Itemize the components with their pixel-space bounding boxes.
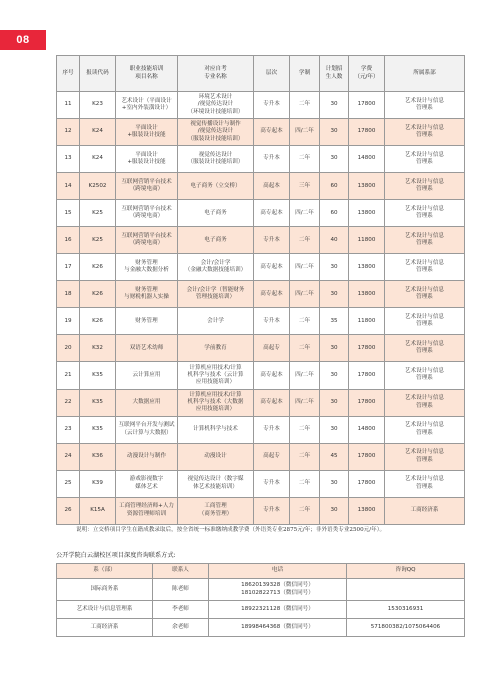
- table-row: [57, 227, 465, 254]
- contact-column-header: 联系人: [153, 564, 209, 579]
- department: 艺术设计与信息 管理系: [385, 227, 465, 254]
- duration: 二年: [290, 416, 320, 443]
- training-name: 动漫设计与制作: [116, 443, 178, 470]
- tuition-fee: 17800: [349, 362, 385, 389]
- program-code: K26: [80, 254, 116, 281]
- department: 艺术设计与信息 管理系: [385, 443, 465, 470]
- program-code: K39: [80, 470, 116, 497]
- enrollment-quota: 40: [320, 227, 349, 254]
- major-name: 会计/会计学（智能财务 管理技能培训）: [178, 281, 254, 308]
- row-number: 14: [57, 173, 80, 200]
- table-row: [57, 173, 465, 200]
- contact-person: 余老师: [153, 619, 209, 637]
- department: 艺术设计与信息 管理系: [385, 281, 465, 308]
- column-header: 所属系部: [385, 56, 465, 92]
- program-code: K35: [80, 416, 116, 443]
- training-name: 互联网平台开发与测试 （云计算与大数据）: [116, 416, 178, 443]
- contact-section-title: 公开学院白云湖校区项目深度咨询联系方式:: [56, 552, 176, 559]
- program-code: K32: [80, 335, 116, 362]
- duration: 二年: [290, 92, 320, 119]
- enrollment-quota: 30: [320, 497, 349, 524]
- department: 工商经济系: [385, 497, 465, 524]
- program-code: K36: [80, 443, 116, 470]
- major-name: 电子商务: [178, 200, 254, 227]
- enrollment-quota: 30: [320, 470, 349, 497]
- level: 高起专: [254, 335, 290, 362]
- table-row: [57, 335, 465, 362]
- contact-header-row: [57, 564, 465, 579]
- row-number: 20: [57, 335, 80, 362]
- table-row: [57, 416, 465, 443]
- enrollment-quota: 30: [320, 146, 349, 173]
- table-row: [57, 92, 465, 119]
- contact-column-header: 系（部）: [57, 564, 153, 579]
- major-name: 工商管理 （商务管理）: [178, 497, 254, 524]
- training-name: 互联网营销平台技术 （跨境电商）: [116, 227, 178, 254]
- column-header: 对应自考 专业名称: [178, 56, 254, 92]
- enrollment-quota: 30: [320, 416, 349, 443]
- row-number: 25: [57, 470, 80, 497]
- level: 专升本: [254, 470, 290, 497]
- column-header: 报读代码: [80, 56, 116, 92]
- contact-row: [57, 619, 465, 637]
- program-table: [56, 55, 465, 525]
- level: 高起专: [254, 443, 290, 470]
- major-name: 视觉传达设计（数字媒 体艺术技能培训）: [178, 470, 254, 497]
- tuition-fee: 13800: [349, 200, 385, 227]
- tuition-fee: 14800: [349, 416, 385, 443]
- program-code: K15A: [80, 497, 116, 524]
- table-row: [57, 308, 465, 335]
- duration: 四/二年: [290, 254, 320, 281]
- duration: 四/二年: [290, 362, 320, 389]
- contact-phone: 18620139328（微信同号） 18102822713（微信同号）: [209, 579, 347, 601]
- program-code: K25: [80, 227, 116, 254]
- page-number-badge: 08: [0, 30, 46, 50]
- tuition-fee: 11800: [349, 227, 385, 254]
- tuition-fee: 17800: [349, 119, 385, 146]
- department: 艺术设计与信息 管理系: [385, 335, 465, 362]
- department: 艺术设计与信息 管理系: [385, 389, 465, 416]
- column-header: 学制: [290, 56, 320, 92]
- row-number: 11: [57, 92, 80, 119]
- contact-department: 国际商务系: [57, 579, 153, 601]
- level: 专升本: [254, 146, 290, 173]
- duration: 二年: [290, 497, 320, 524]
- level: 专升本: [254, 227, 290, 254]
- tuition-fee: 17800: [349, 335, 385, 362]
- department: 艺术设计与信息 管理系: [385, 200, 465, 227]
- row-number: 12: [57, 119, 80, 146]
- enrollment-quota: 35: [320, 308, 349, 335]
- level: 专升本: [254, 416, 290, 443]
- major-name: 电子商务（立交桥）: [178, 173, 254, 200]
- department: 艺术设计与信息 管理系: [385, 362, 465, 389]
- training-name: 财务管理 与金融大数据分析: [116, 254, 178, 281]
- contact-phone: 18998464368（微信同号）: [209, 619, 347, 637]
- level: 高专起本: [254, 200, 290, 227]
- level: 高专起本: [254, 119, 290, 146]
- major-name: 视觉传播设计与制作 /视觉传达设计 （服装设计技能培训）: [178, 119, 254, 146]
- column-header: 职业技能培训 项目名称: [116, 56, 178, 92]
- tuition-fee: 13800: [349, 173, 385, 200]
- duration: 二年: [290, 308, 320, 335]
- training-name: 双语艺术幼师: [116, 335, 178, 362]
- table-row: [57, 281, 465, 308]
- tuition-fee: 17800: [349, 470, 385, 497]
- department: 艺术设计与信息 管理系: [385, 119, 465, 146]
- training-name: 工商管理经济师+人力 资源管理师培训: [116, 497, 178, 524]
- level: 高专起本: [254, 281, 290, 308]
- table-row: [57, 443, 465, 470]
- major-name: 动漫设计: [178, 443, 254, 470]
- duration: 四/二年: [290, 389, 320, 416]
- enrollment-quota: 45: [320, 443, 349, 470]
- program-code: K2502: [80, 173, 116, 200]
- row-number: 24: [57, 443, 80, 470]
- row-number: 22: [57, 389, 80, 416]
- level: 高专起本: [254, 389, 290, 416]
- program-code: K24: [80, 119, 116, 146]
- tuition-fee: 17800: [349, 443, 385, 470]
- program-code: K24: [80, 146, 116, 173]
- tuition-fee: 17800: [349, 92, 385, 119]
- level: 专升本: [254, 308, 290, 335]
- tuition-fee: 11800: [349, 308, 385, 335]
- department: 艺术设计与信息 管理系: [385, 308, 465, 335]
- tuition-fee: 17800: [349, 389, 385, 416]
- department: 艺术设计与信息 管理系: [385, 146, 465, 173]
- duration: 二年: [290, 470, 320, 497]
- major-name: 视觉传达设计 （服装设计技能培训）: [178, 146, 254, 173]
- training-name: 财务管理 与财税机器人实操: [116, 281, 178, 308]
- table-row: [57, 254, 465, 281]
- program-code: K23: [80, 92, 116, 119]
- contact-phone: 18922321128（微信同号）: [209, 601, 347, 619]
- row-number: 17: [57, 254, 80, 281]
- department: 艺术设计与信息 管理系: [385, 416, 465, 443]
- contact-person: 李老师: [153, 601, 209, 619]
- contact-row: [57, 601, 465, 619]
- contact-column-header: 电话: [209, 564, 347, 579]
- major-name: 会计学: [178, 308, 254, 335]
- level: 高专起本: [254, 254, 290, 281]
- training-name: 云计算应用: [116, 362, 178, 389]
- enrollment-quota: 30: [320, 254, 349, 281]
- row-number: 18: [57, 281, 80, 308]
- department: 艺术设计与信息 管理系: [385, 92, 465, 119]
- duration: 二年: [290, 443, 320, 470]
- row-number: 15: [57, 200, 80, 227]
- contact-person: 陈老师: [153, 579, 209, 601]
- column-header: 层次: [254, 56, 290, 92]
- training-name: 互联网营销平台技术 （跨境电商）: [116, 173, 178, 200]
- enrollment-quota: 30: [320, 92, 349, 119]
- table-row: [57, 470, 465, 497]
- enrollment-quota: 30: [320, 281, 349, 308]
- row-number: 19: [57, 308, 80, 335]
- major-name: 计算机科学与技术: [178, 416, 254, 443]
- contact-department: 工商经济系: [57, 619, 153, 637]
- training-name: 平面设计 +服装设计技能: [116, 119, 178, 146]
- duration: 二年: [290, 146, 320, 173]
- contact-department: 艺术设计与信息管理系: [57, 601, 153, 619]
- program-code: K26: [80, 308, 116, 335]
- column-header: 序号: [57, 56, 80, 92]
- training-name: 平面设计 +服装设计技能: [116, 146, 178, 173]
- tuition-note: 说明：立交桥项目学生在籍成教录取后，按全省统一标准缴纳成教学费（外语类专业2875元/年；非外语类专业2500元/年）。: [76, 527, 386, 533]
- training-name: 艺术设计（平面设计 +室内外装潢设计）: [116, 92, 178, 119]
- contact-body: [57, 579, 465, 637]
- training-name: 互联网营销平台技术 （跨境电商）: [116, 200, 178, 227]
- enrollment-quota: 30: [320, 389, 349, 416]
- duration: 四/二年: [290, 200, 320, 227]
- duration: 四/二年: [290, 119, 320, 146]
- enrollment-quota: 60: [320, 173, 349, 200]
- major-name: 学前教育: [178, 335, 254, 362]
- tuition-fee: 13800: [349, 497, 385, 524]
- major-name: 环境艺术设计 /视觉传达设计 （环境设计技能培训）: [178, 92, 254, 119]
- table-row: [57, 497, 465, 524]
- major-name: 计算机应用技术/计算 机科学与技术（云计算 应用技能培训）: [178, 362, 254, 389]
- contact-qq: 571800382/1075064406: [347, 619, 465, 637]
- level: 高专起本: [254, 362, 290, 389]
- level: 高起本: [254, 173, 290, 200]
- column-header: 学费 （元/年）: [349, 56, 385, 92]
- contact-table: [56, 563, 465, 637]
- enrollment-quota: 30: [320, 335, 349, 362]
- row-number: 26: [57, 497, 80, 524]
- tuition-fee: 14800: [349, 146, 385, 173]
- table-row: [57, 389, 465, 416]
- program-code: K25: [80, 200, 116, 227]
- table-row: [57, 119, 465, 146]
- table-row: [57, 146, 465, 173]
- training-name: 游戏影视数字 媒体艺术: [116, 470, 178, 497]
- department: 艺术设计与信息 管理系: [385, 254, 465, 281]
- column-header: 计划招 生人数: [320, 56, 349, 92]
- tuition-fee: 13800: [349, 281, 385, 308]
- duration: 三年: [290, 173, 320, 200]
- enrollment-quota: 60: [320, 200, 349, 227]
- table-row: [57, 200, 465, 227]
- tuition-fee: 13800: [349, 254, 385, 281]
- department: 艺术设计与信息 管理系: [385, 470, 465, 497]
- level: 专升本: [254, 497, 290, 524]
- row-number: 13: [57, 146, 80, 173]
- table-header-row: [57, 56, 465, 92]
- program-code: K26: [80, 281, 116, 308]
- table-row: [57, 362, 465, 389]
- major-name: 会计/会计学 （金融大数据技能培训）: [178, 254, 254, 281]
- contact-column-header: 咨询QQ: [347, 564, 465, 579]
- table-body: [57, 92, 465, 525]
- row-number: 23: [57, 416, 80, 443]
- contact-row: [57, 579, 465, 601]
- enrollment-quota: 30: [320, 362, 349, 389]
- duration: 四/二年: [290, 281, 320, 308]
- program-code: K35: [80, 362, 116, 389]
- row-number: 21: [57, 362, 80, 389]
- level: 专升本: [254, 92, 290, 119]
- contact-qq: [347, 579, 465, 601]
- training-name: 财务管理: [116, 308, 178, 335]
- duration: 二年: [290, 335, 320, 362]
- contact-qq: 1530316931: [347, 601, 465, 619]
- department: 艺术设计与信息 管理系: [385, 173, 465, 200]
- duration: 二年: [290, 227, 320, 254]
- row-number: 16: [57, 227, 80, 254]
- training-name: 大数据应用: [116, 389, 178, 416]
- major-name: 电子商务: [178, 227, 254, 254]
- program-code: K35: [80, 389, 116, 416]
- enrollment-quota: 30: [320, 119, 349, 146]
- major-name: 计算机应用技术/计算 机科学与技术（大数据 应用技能培训）: [178, 389, 254, 416]
